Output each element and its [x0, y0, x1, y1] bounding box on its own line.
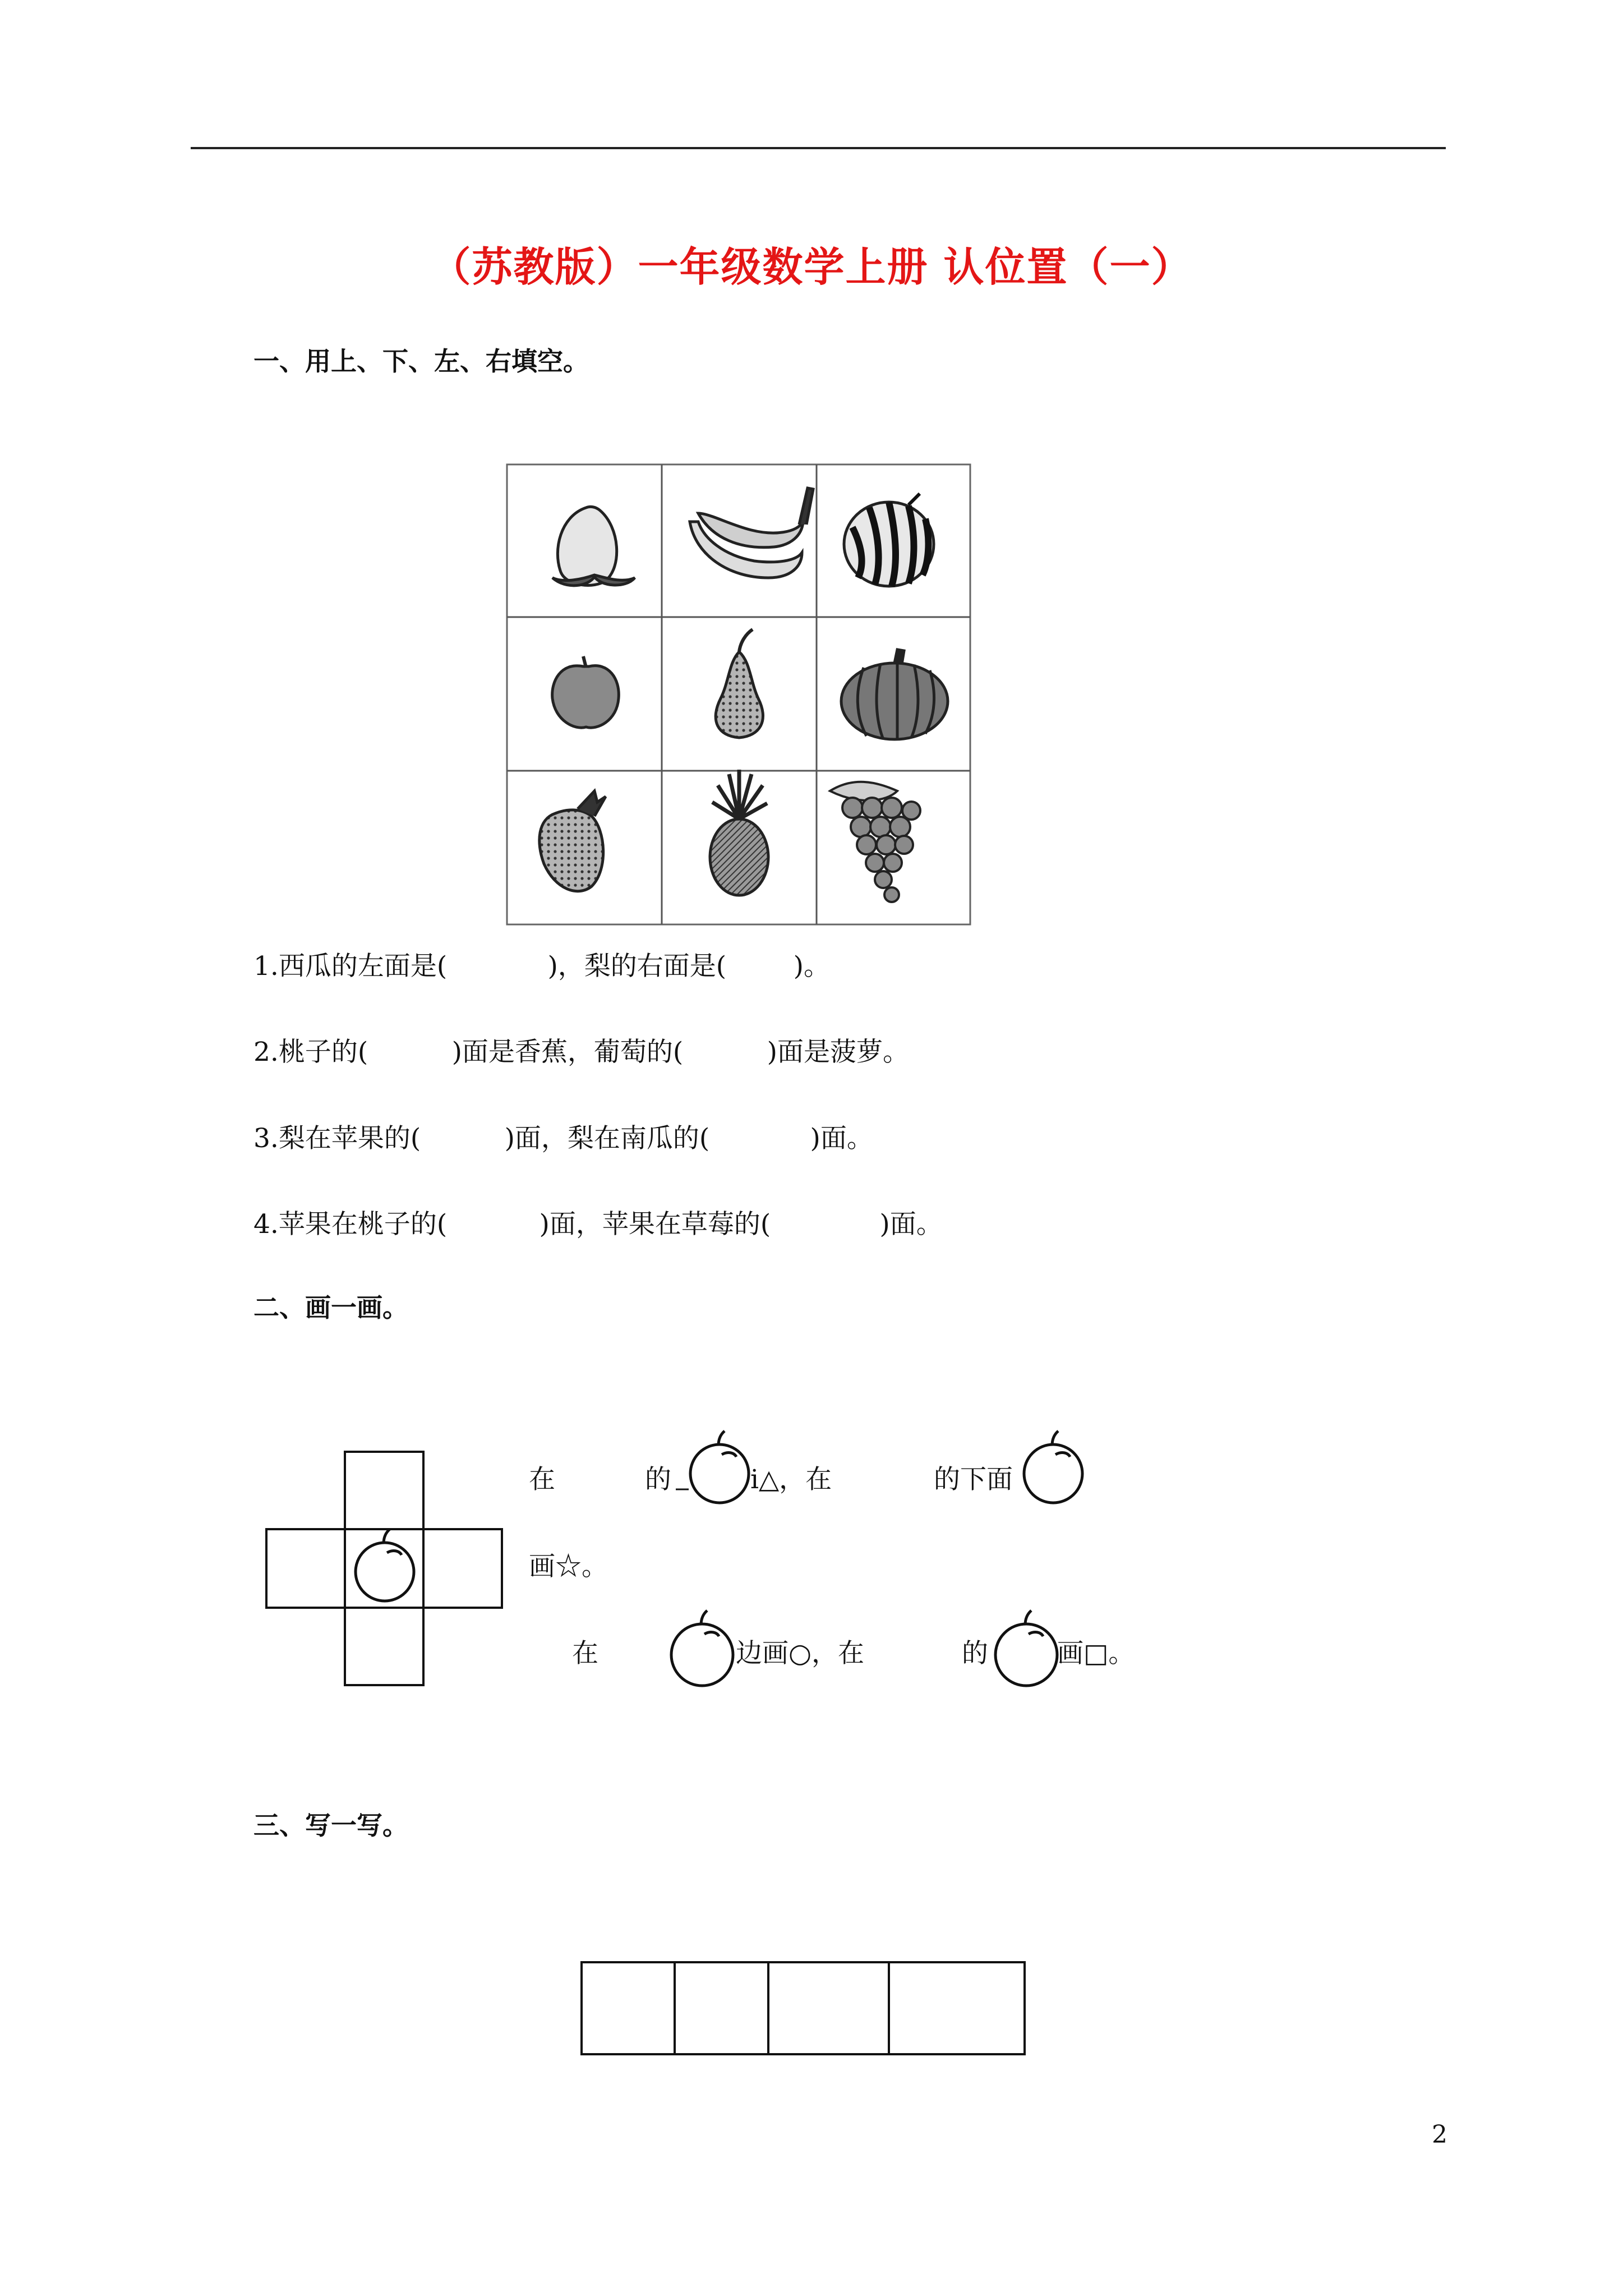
- section-2-heading: 二、画一画。: [253, 1292, 408, 1323]
- question-3: 3.梨在苹果的( )面，梨在南瓜的( )面。: [253, 1123, 873, 1154]
- section-3-heading: 三、写一写。: [253, 1810, 408, 1841]
- page-number: 2: [1432, 2120, 1447, 2149]
- page-title: （苏教版）一年级数学上册 认位置（一）: [430, 243, 1193, 291]
- draw-text-3c: 的: [962, 1638, 988, 1669]
- draw-text-1a: 在: [529, 1464, 555, 1495]
- draw-text-3b: 边画○，在: [736, 1638, 865, 1669]
- draw-text-1c: i△，在: [750, 1464, 832, 1495]
- section-1-heading: 一、用上、下、左、右填空。: [253, 346, 589, 376]
- draw-text-3d: 画□。: [1057, 1638, 1135, 1669]
- draw-text-3a: 在: [572, 1638, 598, 1669]
- draw-text-1b: 的: [645, 1464, 671, 1495]
- draw-text-1d: 的下面: [934, 1464, 1013, 1495]
- question-1: 1.西瓜的左面是( )，梨的右面是( )。: [253, 951, 830, 982]
- question-4: 4.苹果在桃子的( )面，苹果在草莓的( )面。: [253, 1209, 943, 1240]
- draw-text-2: 画☆。: [529, 1551, 608, 1582]
- question-2: 2.桃子的( )面是香蕉，葡萄的( )面是菠萝。: [253, 1037, 909, 1068]
